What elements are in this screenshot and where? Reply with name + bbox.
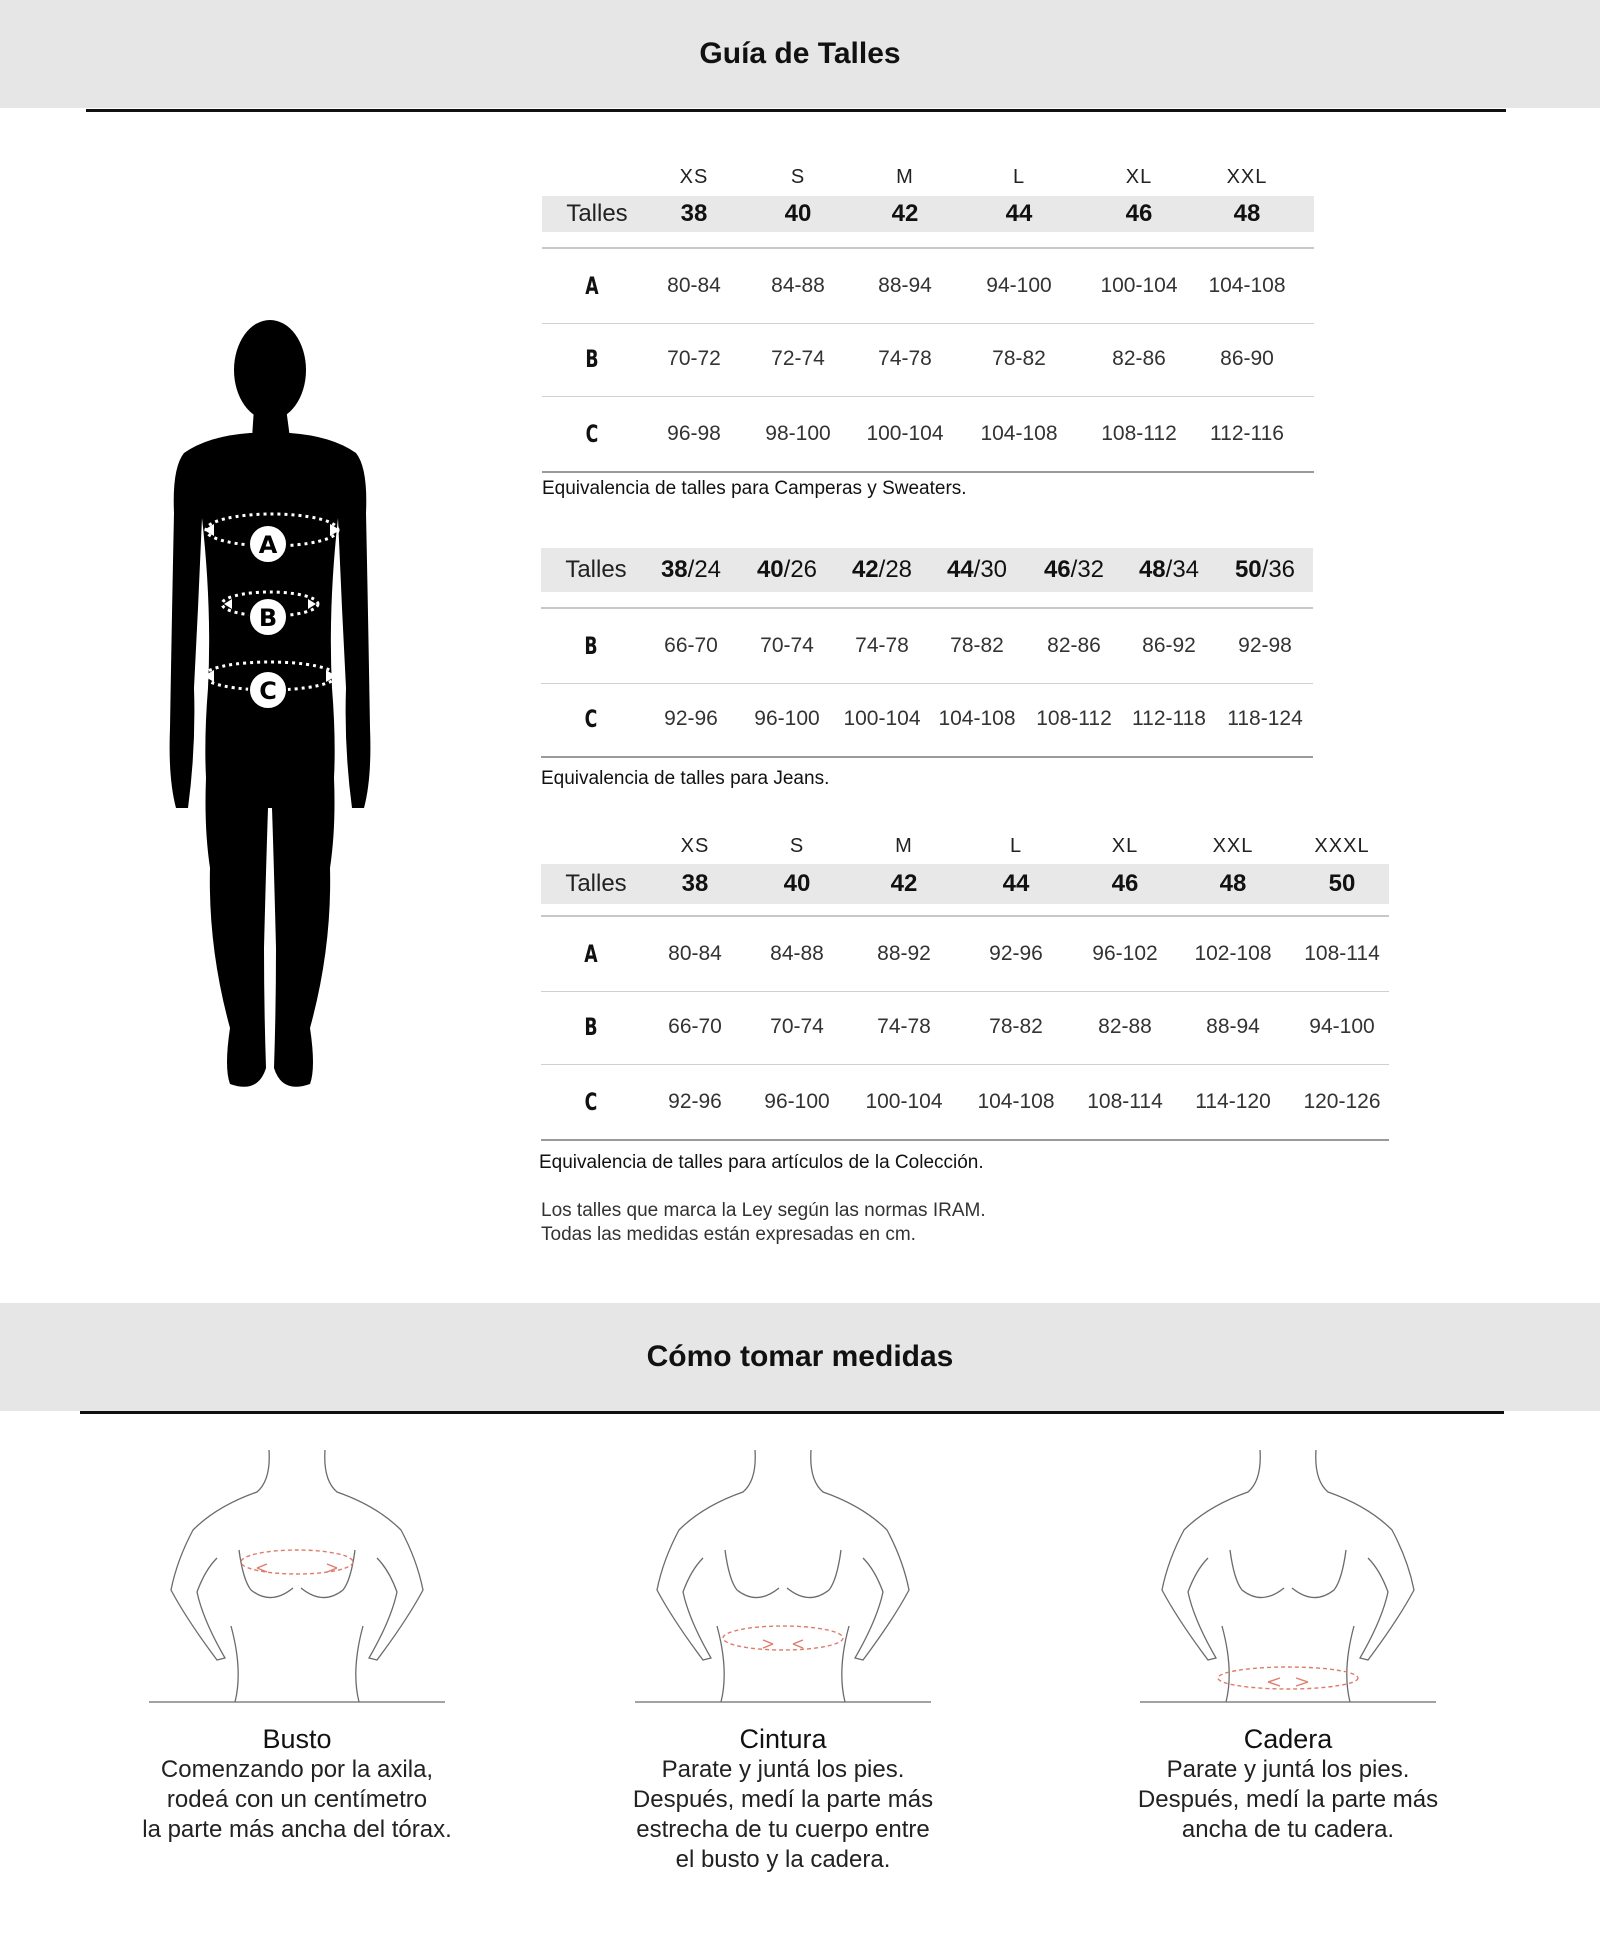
measure-busto	[87, 1440, 507, 1845]
iram-footnote	[541, 1199, 986, 1247]
table-cell: 100-104	[1100, 274, 1178, 297]
measure-description-line: la parte más ancha del tórax.	[142, 1816, 452, 1843]
torso-bust-illustration	[147, 1440, 447, 1710]
talles-row	[541, 864, 1389, 904]
table-cell: 88-92	[877, 942, 931, 965]
table-row-b	[542, 322, 1314, 397]
talle-number: 44	[1002, 870, 1030, 897]
talle-number: 42 /28	[851, 556, 913, 583]
size-letters-row	[541, 829, 1389, 863]
body-label-c: C	[259, 677, 277, 705]
size-letter: L	[1012, 165, 1026, 188]
table-row-b	[541, 607, 1313, 684]
talles-label: Talles	[565, 870, 627, 897]
size-letters-row	[542, 160, 1314, 194]
talles-row	[542, 196, 1314, 232]
table-cell: 88-94	[1206, 1015, 1260, 1038]
table-cell: 82-86	[1112, 347, 1166, 370]
row-label: B	[585, 345, 599, 373]
row-label: A	[585, 272, 599, 300]
table-cell: 104-108	[980, 422, 1058, 445]
measure-title: Cintura	[739, 1724, 827, 1754]
row-label: B	[584, 1013, 598, 1041]
size-table-coleccion	[541, 829, 1389, 1139]
table-note-camperas: Equivalencia de talles para Camperas y Sweaters.	[542, 478, 967, 499]
table-cell: 78-82	[989, 1015, 1043, 1038]
table-cell: 86-92	[1142, 634, 1196, 657]
table-cell: 74-78	[855, 634, 909, 657]
table-cell: 102-108	[1194, 942, 1272, 965]
talle-number: 40 /26	[756, 556, 818, 583]
table-cell: 70-74	[760, 634, 814, 657]
size-letter: M	[896, 165, 914, 188]
table-cell: 84-88	[770, 942, 824, 965]
measure-description-line: el busto y la cadera.	[675, 1846, 891, 1873]
size-letter: XS	[680, 834, 710, 857]
size-letter: XXL	[1212, 834, 1254, 857]
table-cell: 96-100	[764, 1090, 830, 1113]
table-cell: 72-74	[771, 347, 825, 370]
talles-label: Talles	[566, 200, 628, 227]
table-cell: 80-84	[668, 942, 722, 965]
table-cell: 96-100	[754, 707, 820, 730]
measure-title: Busto	[262, 1724, 332, 1754]
table-cell: 118-124	[1227, 707, 1303, 730]
measure-title: Cadera	[1243, 1724, 1333, 1754]
table-cell: 104-108	[977, 1090, 1055, 1113]
size-letter: XXL	[1226, 165, 1268, 188]
header-divider	[80, 1411, 1504, 1414]
size-letter: S	[789, 834, 805, 857]
table-cell: 78-82	[950, 634, 1004, 657]
size-guide-title: Guía de Talles	[699, 37, 901, 70]
table-cell: 82-88	[1098, 1015, 1152, 1038]
table-cell: 108-114	[1087, 1090, 1163, 1113]
table-cell: 112-116	[1210, 422, 1284, 445]
measure-description-line: ancha de tu cadera.	[1181, 1816, 1395, 1843]
table-cell: 108-112	[1101, 422, 1177, 445]
size-letter: XL	[1111, 834, 1139, 857]
silhouette-illustration	[168, 308, 378, 1098]
talle-number: 46	[1125, 200, 1153, 227]
table-cell: 120-126	[1303, 1090, 1381, 1113]
table-cell: 84-88	[771, 274, 825, 297]
size-table-camperas	[542, 160, 1314, 480]
table-cell: 86-90	[1220, 347, 1274, 370]
table-cell: 74-78	[877, 1015, 931, 1038]
table-row-c	[541, 682, 1313, 758]
row-label: A	[584, 940, 598, 968]
table-cell: 92-96	[664, 707, 718, 730]
talle-number: 38	[680, 200, 708, 227]
talle-number: 50 /36	[1234, 556, 1296, 583]
row-label: C	[584, 1088, 598, 1116]
talle-number: 40	[784, 200, 812, 227]
measure-description	[573, 1755, 993, 1875]
size-letter: XXXL	[1314, 834, 1370, 857]
table-note-coleccion: Equivalencia de talles para artículos de la Colección.	[539, 1152, 984, 1173]
table-cell: 92-98	[1238, 634, 1292, 657]
table-row-c	[542, 397, 1314, 473]
table-cell: 96-102	[1092, 942, 1158, 965]
table-cell: 96-98	[667, 422, 721, 445]
body-label-a: A	[258, 531, 278, 559]
table-cell: 94-100	[1309, 1015, 1375, 1038]
footnote-line: Los talles que marca la Ley según las normas IRAM.	[541, 1200, 986, 1221]
table-cell: 100-104	[865, 1090, 943, 1113]
measure-description-line: Parate y juntá los pies.	[1166, 1756, 1410, 1783]
measure-description-line: Después, medí la parte más	[632, 1786, 934, 1813]
talle-number: 38 /24	[660, 556, 722, 583]
talle-number: 46 /32	[1043, 556, 1105, 583]
table-cell: 112-118	[1132, 707, 1206, 730]
talles-label: Talles	[565, 556, 627, 583]
talle-number: 42	[890, 870, 918, 897]
body-silhouette-figure	[168, 308, 378, 1098]
measure-cadera	[1078, 1440, 1498, 1845]
table-cell: 100-104	[866, 422, 944, 445]
talle-number: 38	[681, 870, 709, 897]
size-table-jeans	[541, 548, 1313, 754]
footnote-line: Todas las medidas están expresadas en cm.	[541, 1224, 916, 1245]
measure-description-line: estrecha de tu cuerpo entre	[636, 1816, 930, 1843]
measure-cintura	[573, 1440, 993, 1875]
size-letter: L	[1009, 834, 1023, 857]
table-cell: 88-94	[878, 274, 932, 297]
talle-number: 48	[1233, 200, 1261, 227]
table-row-a	[541, 915, 1389, 992]
table-cell: 100-104	[843, 707, 921, 730]
size-letter: S	[790, 165, 806, 188]
table-cell: 70-74	[770, 1015, 824, 1038]
table-cell: 78-82	[992, 347, 1046, 370]
talle-number: 46	[1111, 870, 1139, 897]
talle-number: 48	[1219, 870, 1247, 897]
talle-number: 50	[1328, 870, 1356, 897]
measure-description-line: rodeá con un centímetro	[166, 1786, 428, 1813]
measure-description-line: Parate y juntá los pies.	[661, 1756, 905, 1783]
table-row-b	[541, 990, 1389, 1065]
talles-row	[541, 548, 1313, 592]
table-cell: 94-100	[986, 274, 1052, 297]
measure-description	[1078, 1755, 1498, 1845]
talle-number: 48 /34	[1138, 556, 1200, 583]
talle-number: 44 /30	[946, 556, 1008, 583]
table-cell: 74-78	[878, 347, 932, 370]
table-row-c	[541, 1065, 1389, 1141]
measure-description	[87, 1755, 507, 1845]
talle-number: 44	[1005, 200, 1033, 227]
torso-waist-illustration	[633, 1440, 933, 1710]
row-label: B	[584, 632, 598, 660]
row-label: C	[584, 705, 598, 733]
table-cell: 104-108	[938, 707, 1016, 730]
table-cell: 82-86	[1047, 634, 1101, 657]
how-to-measure-header	[0, 1303, 1600, 1411]
table-row-a	[542, 247, 1314, 324]
talle-number: 40	[783, 870, 811, 897]
body-label-b: B	[258, 604, 278, 632]
talle-number: 42	[891, 200, 919, 227]
measure-description-line: Comenzando por la axila,	[160, 1756, 434, 1783]
table-cell: 92-96	[668, 1090, 722, 1113]
table-cell: 92-96	[989, 942, 1043, 965]
table-cell: 80-84	[667, 274, 721, 297]
size-letter: XL	[1125, 165, 1153, 188]
size-guide-header	[0, 0, 1600, 108]
table-cell: 108-112	[1036, 707, 1112, 730]
table-cell: 114-120	[1195, 1090, 1271, 1113]
table-note-jeans: Equivalencia de talles para Jeans.	[541, 768, 830, 789]
header-divider	[86, 109, 1506, 112]
size-letter: M	[895, 834, 913, 857]
measure-description-line: Después, medí la parte más	[1137, 1786, 1439, 1813]
torso-hip-illustration	[1138, 1440, 1438, 1710]
how-to-measure-title: Cómo tomar medidas	[646, 1340, 954, 1373]
table-cell: 70-72	[667, 347, 721, 370]
table-cell: 104-108	[1208, 274, 1286, 297]
table-cell: 66-70	[668, 1015, 722, 1038]
table-cell: 98-100	[765, 422, 831, 445]
table-cell: 66-70	[664, 634, 718, 657]
row-label: C	[585, 420, 599, 448]
table-cell: 108-114	[1304, 942, 1380, 965]
size-letter: XS	[679, 165, 709, 188]
